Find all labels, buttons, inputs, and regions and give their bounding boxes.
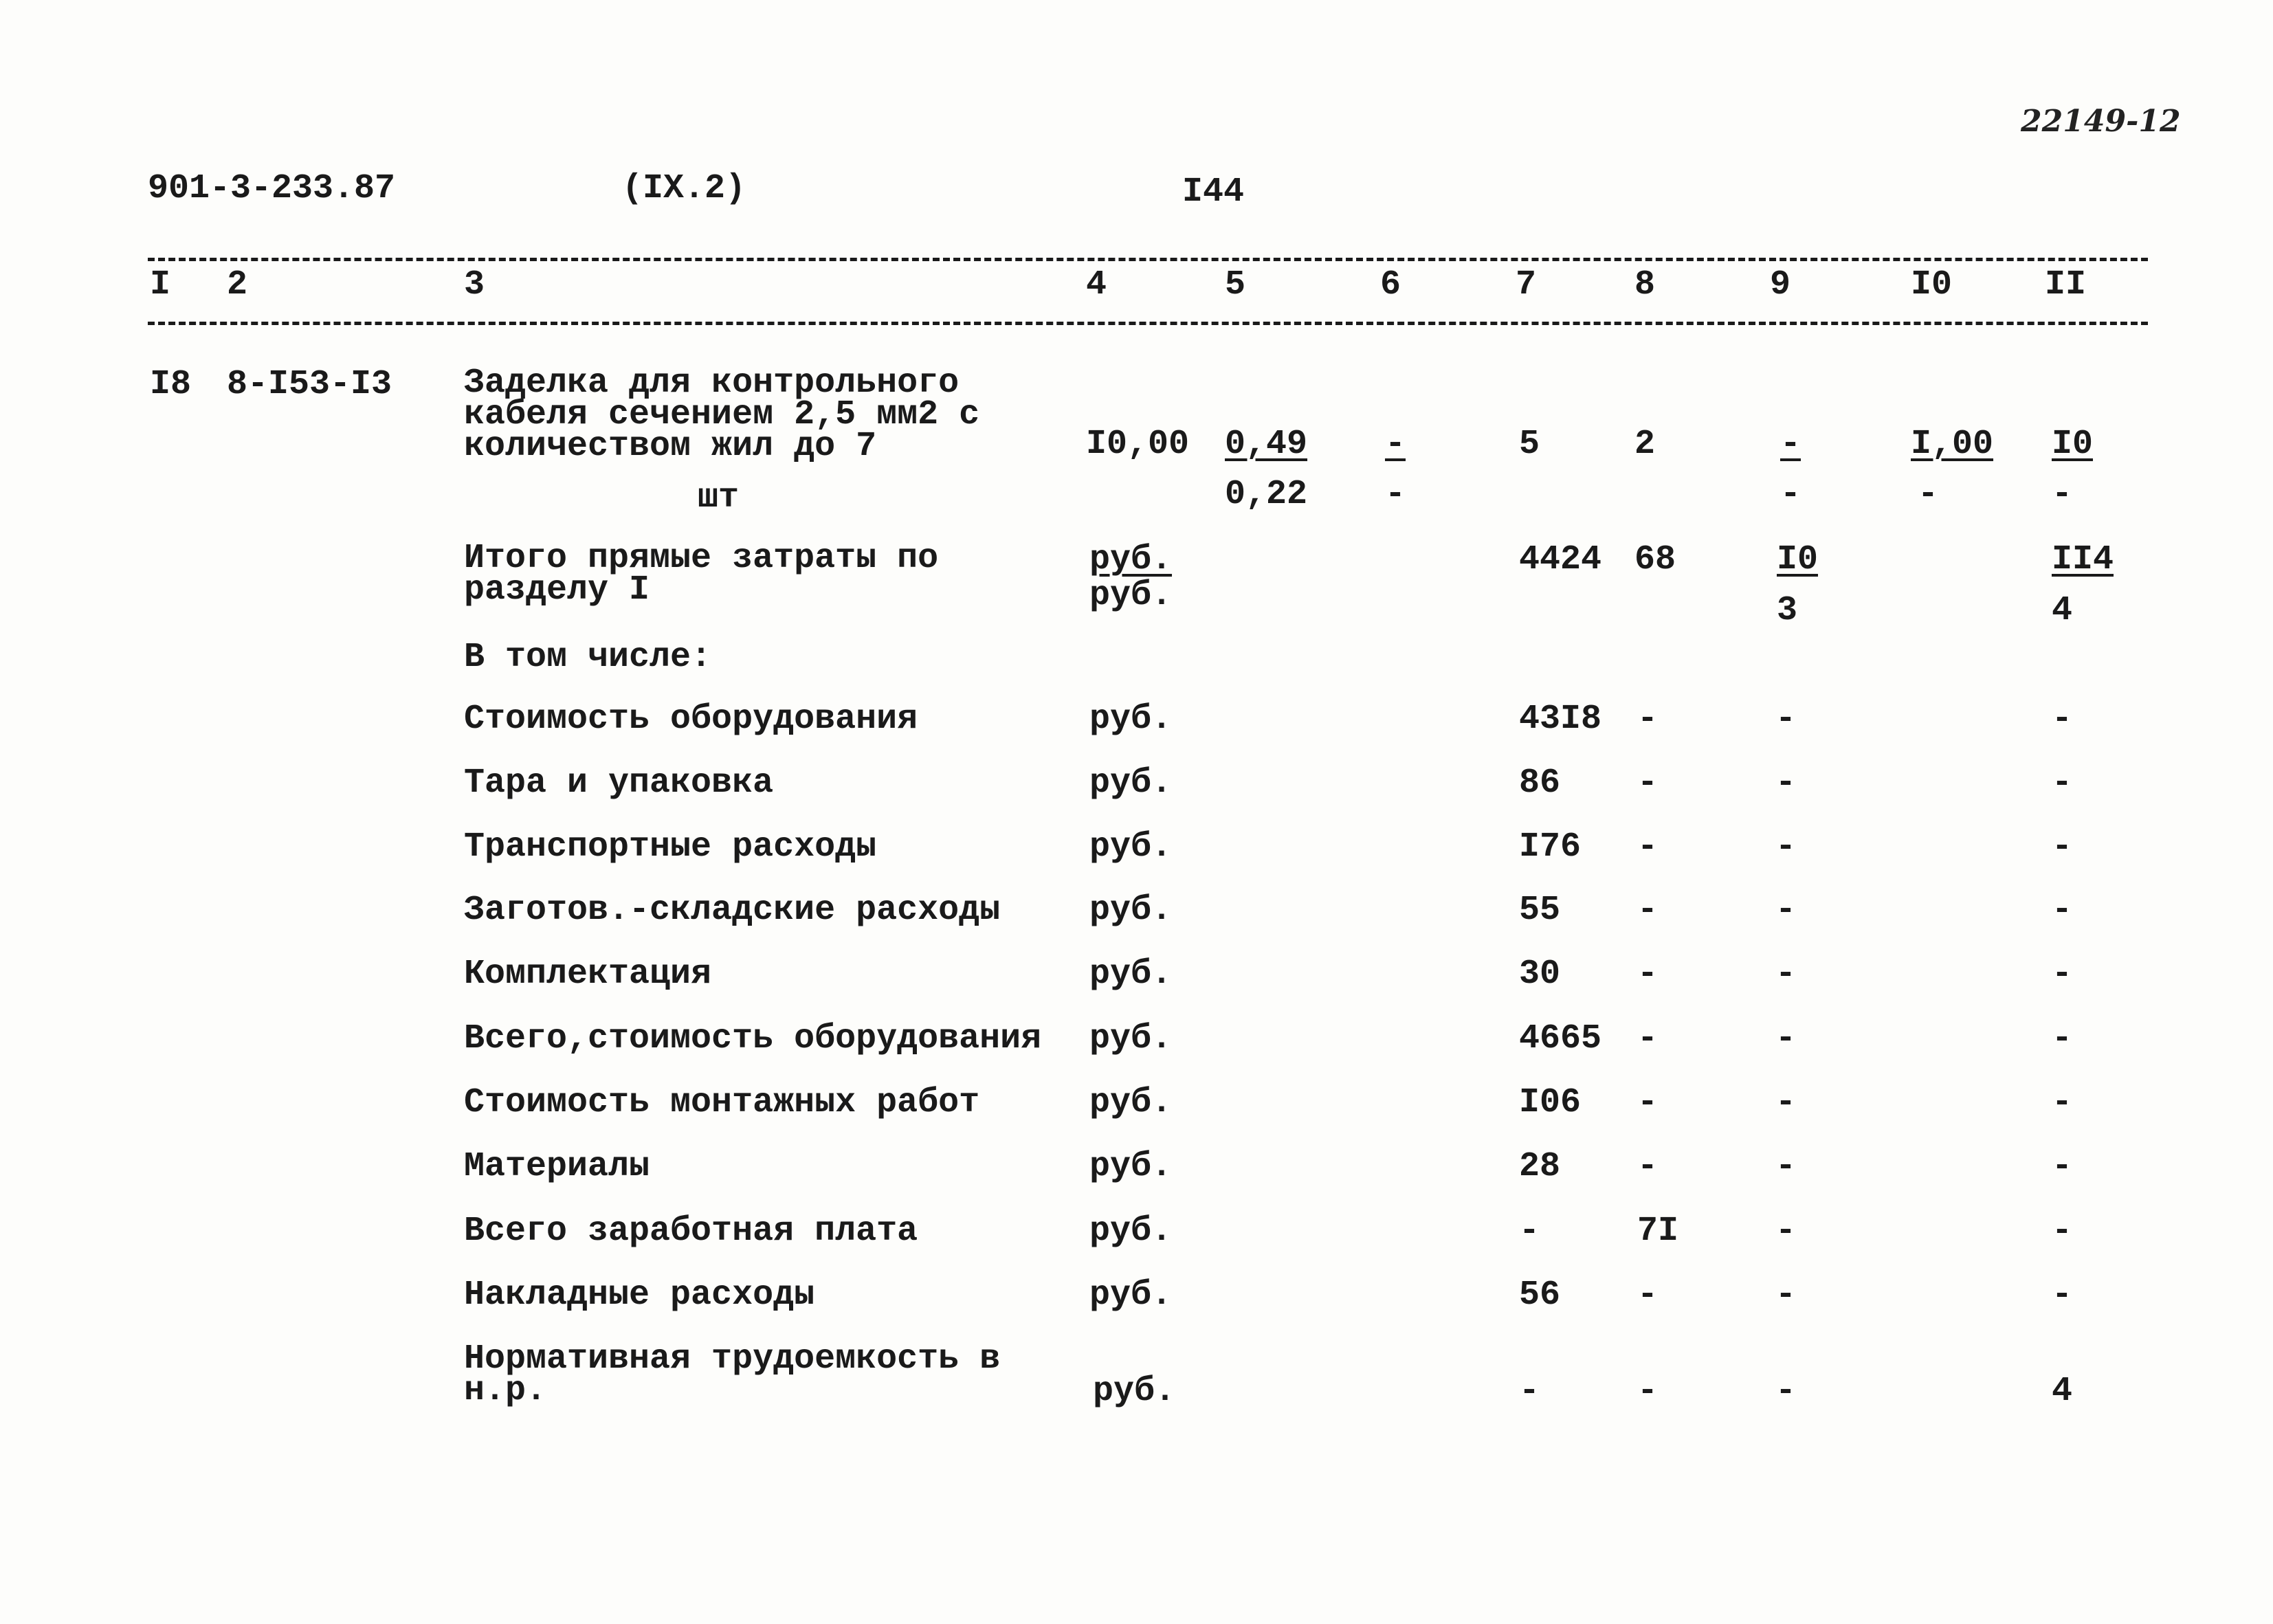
row-col7: 4665 <box>1519 1019 1602 1058</box>
row-label: Накладные расходы <box>464 1276 815 1315</box>
section-code: (IX.2) <box>622 169 746 208</box>
row-col7: 43I8 <box>1519 700 1602 739</box>
column-header-9: 9 <box>1770 265 1791 304</box>
row-unit: руб. <box>1089 955 1173 994</box>
total-col7: 4424 <box>1519 540 1602 579</box>
row-label: Всего,стоимость оборудования <box>464 1019 1042 1058</box>
column-header-2: 2 <box>227 265 248 304</box>
item-col6-bottom: - <box>1385 475 1406 514</box>
breakdown-row-total-equipment <box>0 1019 2273 1063</box>
total-col11-bottom: 4 <box>2052 591 2073 630</box>
item-col10-top: I,00 <box>1911 425 1994 464</box>
breakdown-row-transport <box>0 827 2273 871</box>
row-col11: - <box>2052 700 2073 739</box>
item-col7: 5 <box>1519 425 1540 464</box>
row-col7: 30 <box>1519 955 1561 994</box>
item-description: Заделка для контрольного кабеля сечением 2,5 мм2 с количеством жил до 7 <box>464 364 980 466</box>
total-label: Итого прямые затраты по разделу I <box>464 539 939 610</box>
item-col6-top: - <box>1385 425 1406 464</box>
row-col11: - <box>2052 891 2073 930</box>
row-col8: - <box>1637 764 1659 803</box>
row-col9: - <box>1775 827 1797 867</box>
including-label: В том числе: <box>464 638 712 677</box>
breakdown-row-warehouse <box>0 893 2273 935</box>
row-col8: - <box>1637 827 1659 867</box>
row-col9: - <box>1775 1212 1797 1251</box>
row-col8: - <box>1637 955 1659 994</box>
row-unit: руб. <box>1089 700 1173 739</box>
item-col8: 2 <box>1634 425 1656 464</box>
row-col11: - <box>2052 1147 2073 1186</box>
row-unit: руб. <box>1089 764 1173 803</box>
row-col8: - <box>1637 1147 1659 1186</box>
document-code: 901-3-233.87 <box>148 169 396 208</box>
column-header-5: 5 <box>1225 265 1246 304</box>
row-label: Тара и упаковка <box>464 764 774 803</box>
row-label: Стоимость оборудования <box>464 700 918 739</box>
row-col7: 55 <box>1519 891 1561 930</box>
column-header-8: 8 <box>1634 265 1656 304</box>
row-unit: руб. <box>1089 1276 1173 1315</box>
row-label: Материалы <box>464 1147 650 1186</box>
row-col9: - <box>1775 1147 1797 1186</box>
column-header-3: 3 <box>464 265 485 304</box>
item-quantity: I0,00 <box>1086 425 1190 464</box>
page-number: I44 <box>1182 173 1245 212</box>
divider-top <box>148 258 2148 261</box>
row-label: Всего заработная плата <box>464 1212 918 1251</box>
breakdown-row-wages <box>0 1214 2273 1256</box>
row-unit: руб. <box>1089 1212 1173 1251</box>
labor-col7: - <box>1519 1372 1540 1411</box>
total-col9-top: I0 <box>1777 540 1819 579</box>
item-unit: шт <box>698 478 740 518</box>
row-col11: - <box>2052 764 2073 803</box>
row-col9: - <box>1775 1019 1797 1058</box>
divider-bottom <box>148 322 2148 325</box>
row-col7: I06 <box>1519 1083 1582 1122</box>
row-col7: 28 <box>1519 1147 1561 1186</box>
labor-unit: руб. <box>1093 1372 1176 1411</box>
column-header-7: 7 <box>1516 265 1537 304</box>
column-header-4: 4 <box>1086 265 1107 304</box>
breakdown-row-equipment-cost <box>0 702 2273 744</box>
row-label: Транспортные расходы <box>464 827 877 867</box>
row-label: Стоимость монтажных работ <box>464 1083 980 1122</box>
item-col5-top: 0,49 <box>1225 425 1308 464</box>
row-col8: - <box>1637 1276 1659 1315</box>
row-col9: - <box>1775 700 1797 739</box>
row-col9: - <box>1775 955 1797 994</box>
row-col11: - <box>2052 827 2073 867</box>
column-header-6: 6 <box>1380 265 1401 304</box>
handwritten-reference: 22149-12 <box>2021 104 2181 139</box>
row-col7: - <box>1519 1212 1540 1251</box>
total-col8: 68 <box>1634 540 1676 579</box>
breakdown-row-installation <box>0 1083 2273 1127</box>
row-col11: - <box>2052 1212 2073 1251</box>
row-col11: - <box>2052 1019 2073 1058</box>
total-unit-bottom: руб. <box>1089 576 1173 615</box>
breakdown-row-overhead <box>0 1278 2273 1320</box>
item-col9-bottom: - <box>1780 475 1801 514</box>
row-col9: - <box>1775 764 1797 803</box>
total-col11-top: II4 <box>2052 540 2114 579</box>
row-col11: - <box>2052 1276 2073 1315</box>
item-code: 8-I53-I3 <box>227 365 392 404</box>
labor-col8: - <box>1637 1372 1659 1411</box>
item-col11-bottom: - <box>2052 475 2073 514</box>
column-header-10: I0 <box>1911 265 1953 304</box>
row-col8: 7I <box>1637 1212 1679 1251</box>
row-col8: - <box>1637 1019 1659 1058</box>
labor-col11: 4 <box>2052 1372 2073 1411</box>
column-header-11: II <box>2045 265 2087 304</box>
row-label: Заготов.-складские расходы <box>464 891 1001 930</box>
labor-label: Нормативная трудоемкость в н.р. <box>464 1339 1001 1410</box>
breakdown-row-completion <box>0 957 2273 999</box>
row-col7: 86 <box>1519 764 1561 803</box>
row-col11: - <box>2052 1083 2073 1122</box>
row-unit: руб. <box>1089 1083 1173 1122</box>
total-unit-top: руб. <box>1089 540 1173 579</box>
item-col11-top: I0 <box>2052 425 2094 464</box>
total-col9-bottom: 3 <box>1777 591 1798 630</box>
row-unit: руб. <box>1089 1019 1173 1058</box>
row-col11: - <box>2052 955 2073 994</box>
item-number: I8 <box>150 365 192 404</box>
row-col7: I76 <box>1519 827 1582 867</box>
row-col9: - <box>1775 1276 1797 1315</box>
row-col9: - <box>1775 1083 1797 1122</box>
item-col10-bottom: - <box>1918 475 1939 514</box>
breakdown-row-packaging <box>0 766 2273 808</box>
row-col9: - <box>1775 891 1797 930</box>
row-unit: руб. <box>1089 1147 1173 1186</box>
column-header-1: I <box>150 265 171 304</box>
item-col9-top: - <box>1780 425 1801 464</box>
row-unit: руб. <box>1089 891 1173 930</box>
labor-col9: - <box>1775 1372 1797 1411</box>
breakdown-row-materials <box>0 1147 2273 1191</box>
item-col5-bottom: 0,22 <box>1225 475 1308 514</box>
row-col8: - <box>1637 891 1659 930</box>
row-col7: 56 <box>1519 1276 1561 1315</box>
row-col8: - <box>1637 700 1659 739</box>
row-unit: руб. <box>1089 827 1173 867</box>
row-label: Комплектация <box>464 955 712 994</box>
row-col8: - <box>1637 1083 1659 1122</box>
